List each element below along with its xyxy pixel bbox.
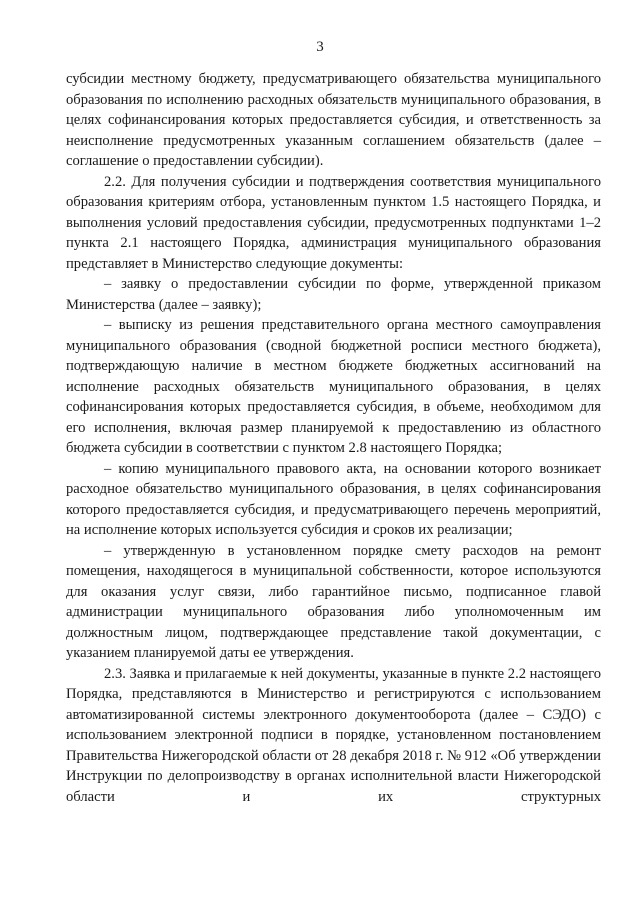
paragraph-continuation: субсидии местному бюджету, предусматривающего обязательства муниципального образования по исполнению расходных обязательств муниципального образования, в целях софинансирования которых предоставляется субсидия, и ответственность за неисполнение предусмотренных указанным соглашением обязательств (далее – соглашение о предоставлении субсидии).	[66, 71, 601, 169]
list-item-legal-act-copy: – копию муниципального правового акта, на основании которого возникает расходное обязательство муниципального образования, в целях софинансирования которого предоставляется субсидия, и предусматривающего перечень мероприятий, на исполнение которых используется субсидия и сроков их реализации;	[66, 460, 601, 538]
list-item-budget-extract: – выписку из решения представительного органа местного самоуправления муниципального образования (сводной бюджетной росписи местного бюджета), подтверждающую наличие в местном бюджете бюджетных ассигнований на исполнение расходных обязательств муниципального образования, в целях софинансирования которых предоставляется субсидия, в объеме, необходимом для его исполнения, включая размер планируемой к предоставлению из областного бюджета субсидии в соответствии с пунктом 2.8 настоящего Порядка;	[66, 317, 601, 456]
paragraph-2-2: 2.2. Для получения субсидии и подтверждения соответствия муниципального образования критериям отбора, установленным пунктом 1.5 настоящего Порядка, и выполнения условий предоставления субсидии, предусмотренных подпунктами 1–2 пункта 2.1 настоящего Порядка, администрация муниципального образования представляет в Министерство следующие документы:	[66, 173, 601, 272]
document-body	[66, 69, 601, 807]
list-item-application: – заявку о предоставлении субсидии по форме, утвержденной приказом Министерства (далее – заявку);	[66, 276, 601, 313]
paragraph-2-3: 2.3. Заявка и прилагаемые к ней документы, указанные в пункте 2.2 настоящего Порядка, представляются в Министерство и регистрируются с использованием автоматизированной системы электронного документооборота (далее – СЭДО) с использованием электронной подписи в порядке, установленном постановлением Правительства Нижегородской области от 28 декабря 2018 г. № 912 «Об утверждении Инструкции по делопроизводству в органах исполнительной власти Нижегородской области и их структурных	[66, 665, 601, 805]
list-item-cost-estimate: – утвержденную в установленном порядке смету расходов на ремонт помещения, находящегося в муниципальной собственности, которое используются для оказания услуг связи, либо гарантийное письмо, подписанное главой администрации муниципального образования либо уполномоченным им должностным лицом, подтверждающее представление такой документации, с указанием планируемой даты ее утверждения.	[66, 542, 601, 661]
page-number: 3	[316, 39, 324, 55]
